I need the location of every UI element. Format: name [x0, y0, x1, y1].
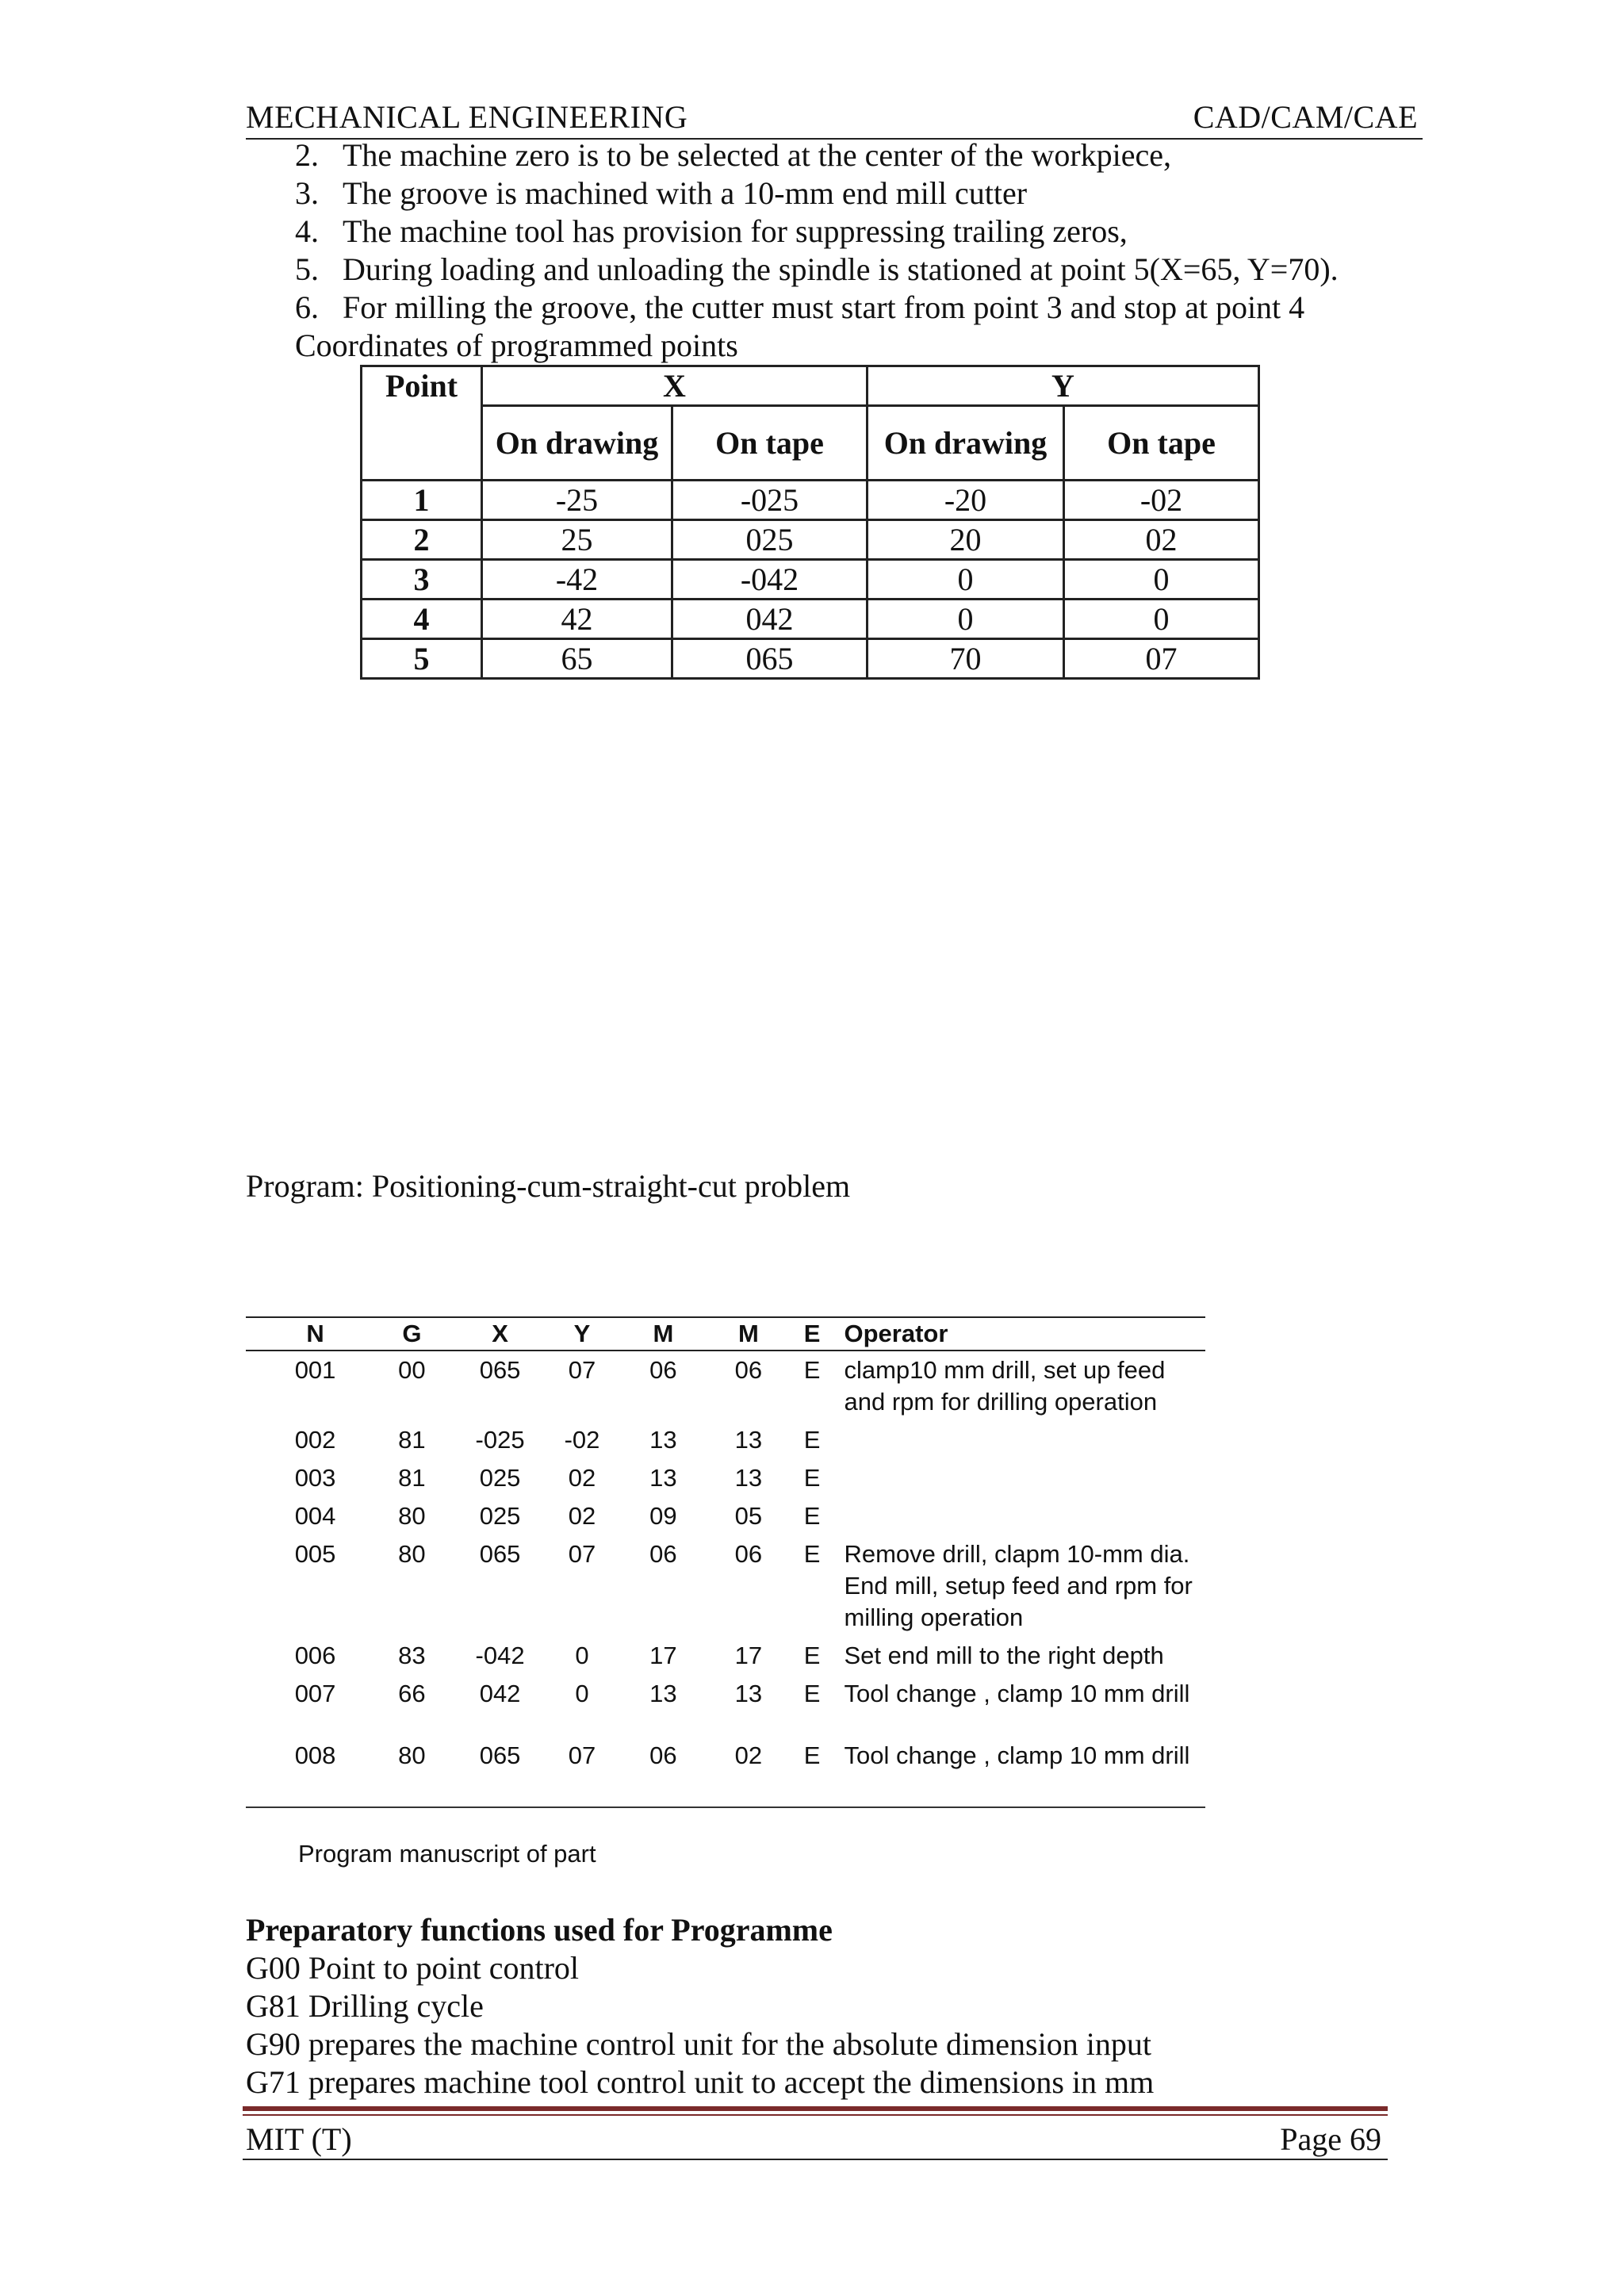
cell-e: E — [803, 1502, 821, 1530]
cell-e: E — [803, 1680, 821, 1707]
cell-n: 002 — [294, 1426, 336, 1454]
cell-m1: 13 — [649, 1680, 677, 1707]
header-subject: CAD/CAM/CAE — [1193, 99, 1418, 135]
cell-y-drawing: 20 — [868, 520, 1064, 560]
cell-point: 1 — [362, 481, 482, 520]
cell-x: 065 — [479, 1356, 521, 1384]
table-row — [246, 1637, 1205, 1675]
cell-y: 0 — [575, 1680, 589, 1707]
cell-m2: 13 — [734, 1464, 763, 1492]
list-item — [295, 213, 1339, 251]
table-row — [362, 481, 1259, 520]
list-item-number: 5. — [295, 251, 319, 287]
cell-y-tape: 07 — [1064, 639, 1259, 679]
preparatory-functions-heading: Preparatory functions used for Programme — [246, 1912, 833, 1948]
cell-y: 07 — [568, 1741, 596, 1769]
cell-y: 0 — [575, 1642, 589, 1669]
cell-m1: 13 — [649, 1464, 677, 1492]
list-item: G81 Drilling cycle — [246, 1988, 484, 2024]
table-row — [362, 600, 1259, 639]
table-row — [246, 1459, 1205, 1497]
subheader-x-on-drawing: On drawing — [482, 406, 672, 481]
cell-e: E — [803, 1426, 821, 1454]
cell-g: 80 — [398, 1540, 426, 1568]
cell-x: 065 — [479, 1741, 521, 1769]
cell-y: -02 — [564, 1426, 600, 1454]
cell-m1: 09 — [649, 1502, 677, 1530]
cell-y-tape: -02 — [1064, 481, 1259, 520]
col-header-y: Y — [868, 366, 1259, 406]
cell-g: 00 — [398, 1356, 426, 1384]
list-item — [295, 136, 1339, 174]
list-item: G00 Point to point control — [246, 1950, 579, 1986]
col-header-x: X — [482, 366, 868, 406]
cell-n: 003 — [294, 1464, 336, 1492]
col-header-y: Y — [545, 1317, 619, 1351]
col-header-g: G — [369, 1317, 455, 1351]
cell-x-tape: 065 — [672, 639, 868, 679]
cell-operator — [834, 1459, 1205, 1497]
cell-point: 2 — [362, 520, 482, 560]
list-item-number: 3. — [295, 175, 319, 211]
coordinates-table — [360, 365, 1260, 680]
col-header-m2: M — [707, 1317, 789, 1351]
cell-e: E — [803, 1642, 821, 1669]
cell-point: 3 — [362, 560, 482, 600]
subheader-x-on-tape: On tape — [672, 406, 868, 481]
cell-e: E — [803, 1464, 821, 1492]
cell-y-drawing: 70 — [868, 639, 1064, 679]
cell-x-tape: -025 — [672, 481, 868, 520]
cell-operator: Tool change , clamp 10 mm drill — [844, 1680, 1190, 1707]
cell-x-drawing: -25 — [482, 481, 672, 520]
coordinates-caption: Coordinates of programmed points — [295, 328, 738, 363]
cell-y-tape: 02 — [1064, 520, 1259, 560]
col-header-point: Point — [362, 366, 482, 481]
cell-x-drawing: 65 — [482, 639, 672, 679]
cell-y: 02 — [568, 1502, 596, 1530]
cell-x-tape: -042 — [672, 560, 868, 600]
table-row — [362, 520, 1259, 560]
preparatory-functions-list — [246, 1949, 1154, 2102]
list-item-number: 2. — [295, 137, 319, 173]
col-header-operator: Operator — [834, 1317, 1205, 1351]
list-item: G71 prepares machine tool control unit to accept the dimensions in mm — [246, 2064, 1155, 2100]
program-table — [246, 1316, 1205, 1775]
list-item-text: The machine zero is to be selected at the center of the workpiece, — [343, 137, 1172, 173]
list-item-text: During loading and unloading the spindle is stationed at point 5(X=65, Y=70). — [343, 251, 1339, 287]
cell-y-tape: 0 — [1064, 560, 1259, 600]
cell-n: 001 — [294, 1356, 336, 1384]
cell-operator: clamp10 mm drill, set up feed and rpm for drilling operation — [844, 1356, 1166, 1416]
cell-operator: Set end mill to the right depth — [844, 1642, 1164, 1669]
cell-e: E — [803, 1540, 821, 1568]
cell-m2: 05 — [734, 1502, 763, 1530]
program-title: Program: Positioning-cum-straight-cut problem — [246, 1168, 851, 1204]
list-item-number: 4. — [295, 213, 319, 249]
col-header-x: X — [455, 1317, 546, 1351]
subheader-y-on-drawing: On drawing — [868, 406, 1064, 481]
footer-divider-thin — [243, 2114, 1388, 2116]
cell-g: 80 — [398, 1502, 426, 1530]
list-item-text: For milling the groove, the cutter must start from point 3 and stop at point 4 — [343, 289, 1305, 325]
col-header-m1: M — [619, 1317, 708, 1351]
program-caption: Program manuscript of part — [298, 1840, 596, 1868]
footer-underline — [243, 2159, 1388, 2160]
cell-g: 81 — [398, 1426, 426, 1454]
list-item — [295, 289, 1339, 327]
footer-divider-thick — [243, 2106, 1388, 2111]
cell-m1: 13 — [649, 1426, 677, 1454]
cell-operator: Remove drill, clapm 10-mm dia. End mill, setup feed and rpm for milling operation — [844, 1540, 1193, 1631]
cell-y-drawing: -20 — [868, 481, 1064, 520]
cell-point: 5 — [362, 639, 482, 679]
cell-x: 065 — [479, 1540, 521, 1568]
cell-y: 07 — [568, 1356, 596, 1384]
cell-x-tape: 042 — [672, 600, 868, 639]
col-header-n: N — [246, 1317, 369, 1351]
table-row — [246, 1421, 1205, 1459]
cell-x-drawing: 42 — [482, 600, 672, 639]
cell-y: 07 — [568, 1540, 596, 1568]
cell-m1: 06 — [649, 1741, 677, 1769]
list-item-text: The machine tool has provision for suppressing trailing zeros, — [343, 213, 1128, 249]
program-header-row — [246, 1317, 1205, 1351]
table-row — [246, 1713, 1205, 1775]
cell-m2: 02 — [734, 1741, 763, 1769]
cell-n: 004 — [294, 1502, 336, 1530]
cell-g: 81 — [398, 1464, 426, 1492]
table-row — [362, 560, 1259, 600]
cell-y-tape: 0 — [1064, 600, 1259, 639]
cell-y-drawing: 0 — [868, 560, 1064, 600]
table-row — [362, 639, 1259, 679]
list-item-text: The groove is machined with a 10-mm end mill cutter — [343, 175, 1028, 211]
cell-n: 005 — [294, 1540, 336, 1568]
cell-n: 008 — [294, 1741, 336, 1769]
program-table-bottom-rule — [246, 1806, 1205, 1808]
cell-x: -042 — [475, 1642, 525, 1669]
cell-operator: Tool change , clamp 10 mm drill — [844, 1741, 1190, 1769]
cell-m1: 06 — [649, 1356, 677, 1384]
list-item — [295, 174, 1339, 213]
cell-operator — [834, 1497, 1205, 1535]
assumption-list — [295, 136, 1339, 327]
cell-e: E — [803, 1741, 821, 1769]
cell-m2: 17 — [734, 1642, 763, 1669]
cell-m1: 17 — [649, 1642, 677, 1669]
cell-x: -025 — [475, 1426, 525, 1454]
cell-e: E — [803, 1356, 821, 1384]
table-row — [246, 1351, 1205, 1421]
cell-y: 02 — [568, 1464, 596, 1492]
cell-m2: 13 — [734, 1426, 763, 1454]
cell-g: 80 — [398, 1741, 426, 1769]
table-row — [246, 1675, 1205, 1713]
table-row — [246, 1535, 1205, 1637]
cell-x: 025 — [479, 1502, 521, 1530]
cell-m1: 06 — [649, 1540, 677, 1568]
table-row — [246, 1497, 1205, 1535]
footer-institution: MIT (T) — [246, 2121, 352, 2157]
cell-n: 006 — [294, 1642, 336, 1669]
cell-y-drawing: 0 — [868, 600, 1064, 639]
list-item: G90 prepares the machine control unit for the absolute dimension input — [246, 2026, 1151, 2062]
cell-operator — [834, 1421, 1205, 1459]
cell-x-drawing: -42 — [482, 560, 672, 600]
page-number: Page 69 — [1280, 2121, 1381, 2157]
cell-x: 025 — [479, 1464, 521, 1492]
cell-m2: 13 — [734, 1680, 763, 1707]
col-header-e: E — [790, 1317, 835, 1351]
cell-m2: 06 — [734, 1540, 763, 1568]
cell-x-tape: 025 — [672, 520, 868, 560]
cell-x: 042 — [479, 1680, 521, 1707]
cell-g: 83 — [398, 1642, 426, 1669]
cell-n: 007 — [294, 1680, 336, 1707]
list-item — [295, 251, 1339, 289]
cell-x-drawing: 25 — [482, 520, 672, 560]
subheader-y-on-tape: On tape — [1064, 406, 1259, 481]
cell-m2: 06 — [734, 1356, 763, 1384]
header-title: MECHANICAL ENGINEERING — [246, 99, 688, 135]
cell-g: 66 — [398, 1680, 426, 1707]
list-item-number: 6. — [295, 289, 319, 325]
cell-point: 4 — [362, 600, 482, 639]
